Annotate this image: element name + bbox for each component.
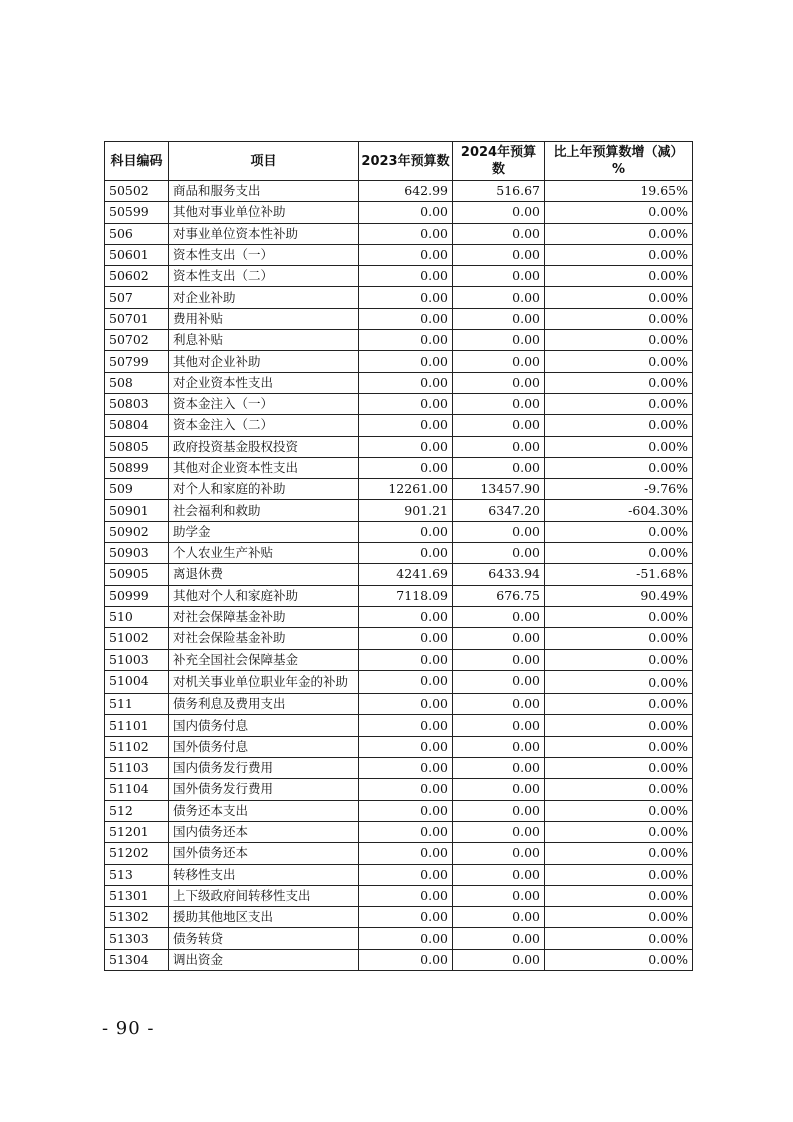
table-row xyxy=(105,223,693,244)
header-name: 项目 xyxy=(169,142,359,181)
change-cell: 0.00% xyxy=(545,758,693,779)
budget-2023-cell: 642.99 xyxy=(359,181,453,202)
budget-2024-cell: 0.00 xyxy=(453,800,545,821)
name-cell: 国内债务发行费用 xyxy=(169,758,359,779)
change-cell: 0.00% xyxy=(545,736,693,757)
name-cell: 政府投资基金股权投资 xyxy=(169,436,359,457)
budget-2023-cell: 0.00 xyxy=(359,758,453,779)
code-cell: 51201 xyxy=(105,821,169,842)
name-cell: 资本金注入（二） xyxy=(169,415,359,436)
table-row xyxy=(105,649,693,670)
header-change: 比上年预算数增（减）% xyxy=(545,142,693,181)
change-cell: 0.00% xyxy=(545,864,693,885)
table-row xyxy=(105,843,693,864)
budget-2023-cell: 0.00 xyxy=(359,649,453,670)
budget-2023-cell: 0.00 xyxy=(359,843,453,864)
code-cell: 50702 xyxy=(105,330,169,351)
table-row xyxy=(105,864,693,885)
budget-2024-cell: 0.00 xyxy=(453,907,545,928)
budget-2024-cell: 0.00 xyxy=(453,521,545,542)
budget-2023-cell: 0.00 xyxy=(359,628,453,649)
budget-2024-cell: 0.00 xyxy=(453,457,545,478)
table-row xyxy=(105,758,693,779)
name-cell: 援助其他地区支出 xyxy=(169,907,359,928)
code-cell: 511 xyxy=(105,694,169,715)
code-cell: 51002 xyxy=(105,628,169,649)
name-cell: 社会福利和救助 xyxy=(169,500,359,521)
code-cell: 507 xyxy=(105,287,169,308)
code-cell: 51301 xyxy=(105,885,169,906)
change-cell: 0.00% xyxy=(545,351,693,372)
budget-2023-cell: 0.00 xyxy=(359,928,453,949)
table-row xyxy=(105,928,693,949)
budget-2024-cell: 0.00 xyxy=(453,351,545,372)
budget-2023-cell: 0.00 xyxy=(359,821,453,842)
code-cell: 50701 xyxy=(105,308,169,329)
budget-2023-cell: 901.21 xyxy=(359,500,453,521)
table-row xyxy=(105,521,693,542)
name-cell: 个人农业生产补贴 xyxy=(169,543,359,564)
code-cell: 510 xyxy=(105,606,169,627)
table-row xyxy=(105,736,693,757)
table-row xyxy=(105,181,693,202)
budget-2023-cell: 0.00 xyxy=(359,287,453,308)
change-cell: 0.00% xyxy=(545,694,693,715)
change-cell: 0.00% xyxy=(545,436,693,457)
budget-2023-cell: 7118.09 xyxy=(359,585,453,606)
budget-2024-cell: 0.00 xyxy=(453,266,545,287)
change-cell: 0.00% xyxy=(545,223,693,244)
code-cell: 51102 xyxy=(105,736,169,757)
budget-2023-cell: 0.00 xyxy=(359,800,453,821)
budget-2024-cell: 0.00 xyxy=(453,649,545,670)
table-row xyxy=(105,330,693,351)
table-row xyxy=(105,779,693,800)
table-row xyxy=(105,585,693,606)
name-cell: 其他对个人和家庭补助 xyxy=(169,585,359,606)
name-cell: 利息补贴 xyxy=(169,330,359,351)
budget-2023-cell: 0.00 xyxy=(359,694,453,715)
name-cell: 对社会保险基金补助 xyxy=(169,628,359,649)
change-cell: 90.49% xyxy=(545,585,693,606)
budget-2023-cell: 0.00 xyxy=(359,949,453,970)
name-cell: 资本金注入（一） xyxy=(169,393,359,414)
table-row xyxy=(105,202,693,223)
budget-2024-cell: 0.00 xyxy=(453,928,545,949)
name-cell: 其他对企业资本性支出 xyxy=(169,457,359,478)
name-cell: 债务还本支出 xyxy=(169,800,359,821)
code-cell: 50902 xyxy=(105,521,169,542)
name-cell: 对事业单位资本性补助 xyxy=(169,223,359,244)
budget-2024-cell: 0.00 xyxy=(453,843,545,864)
budget-2023-cell: 12261.00 xyxy=(359,479,453,500)
change-cell: 0.00% xyxy=(545,649,693,670)
change-cell: 0.00% xyxy=(545,543,693,564)
change-cell: 0.00% xyxy=(545,606,693,627)
header-code: 科目编码 xyxy=(105,142,169,181)
table-row xyxy=(105,885,693,906)
change-cell: -51.68% xyxy=(545,564,693,585)
budget-2024-cell: 0.00 xyxy=(453,436,545,457)
budget-2024-cell: 6433.94 xyxy=(453,564,545,585)
budget-2023-cell: 0.00 xyxy=(359,779,453,800)
change-cell: 0.00% xyxy=(545,843,693,864)
budget-2023-cell: 0.00 xyxy=(359,907,453,928)
change-cell: 0.00% xyxy=(545,949,693,970)
name-cell: 国外债务还本 xyxy=(169,843,359,864)
budget-2024-cell: 0.00 xyxy=(453,736,545,757)
code-cell: 51003 xyxy=(105,649,169,670)
table-row xyxy=(105,670,693,693)
name-cell: 对个人和家庭的补助 xyxy=(169,479,359,500)
budget-2024-cell: 0.00 xyxy=(453,779,545,800)
table-row xyxy=(105,479,693,500)
change-cell: 0.00% xyxy=(545,885,693,906)
table-row xyxy=(105,287,693,308)
change-cell: 19.65% xyxy=(545,181,693,202)
code-cell: 50899 xyxy=(105,457,169,478)
change-cell: 0.00% xyxy=(545,521,693,542)
code-cell: 51202 xyxy=(105,843,169,864)
change-cell: 0.00% xyxy=(545,266,693,287)
name-cell: 国外债务发行费用 xyxy=(169,779,359,800)
code-cell: 513 xyxy=(105,864,169,885)
table-row xyxy=(105,949,693,970)
budget-2023-cell: 0.00 xyxy=(359,715,453,736)
change-cell: 0.00% xyxy=(545,287,693,308)
name-cell: 资本性支出（一） xyxy=(169,244,359,265)
budget-2024-cell: 0.00 xyxy=(453,628,545,649)
table-header-row xyxy=(105,142,693,181)
table-row xyxy=(105,800,693,821)
table-row xyxy=(105,500,693,521)
name-cell: 助学金 xyxy=(169,521,359,542)
table-row xyxy=(105,543,693,564)
change-cell: 0.00% xyxy=(545,907,693,928)
budget-2023-cell: 0.00 xyxy=(359,244,453,265)
budget-2024-cell: 0.00 xyxy=(453,694,545,715)
table-row xyxy=(105,266,693,287)
table-row xyxy=(105,606,693,627)
table-row xyxy=(105,308,693,329)
code-cell: 50602 xyxy=(105,266,169,287)
change-cell: 0.00% xyxy=(545,308,693,329)
budget-2023-cell: 0.00 xyxy=(359,736,453,757)
name-cell: 上下级政府间转移性支出 xyxy=(169,885,359,906)
budget-2023-cell: 0.00 xyxy=(359,436,453,457)
budget-2023-cell: 0.00 xyxy=(359,393,453,414)
change-cell: 0.00% xyxy=(545,202,693,223)
code-cell: 51004 xyxy=(105,670,169,693)
code-cell: 50999 xyxy=(105,585,169,606)
budget-2023-cell: 0.00 xyxy=(359,457,453,478)
change-cell: 0.00% xyxy=(545,800,693,821)
budget-2023-cell: 0.00 xyxy=(359,266,453,287)
name-cell: 对企业资本性支出 xyxy=(169,372,359,393)
header-2023: 2023年预算数 xyxy=(359,142,453,181)
code-cell: 50799 xyxy=(105,351,169,372)
budget-2024-cell: 0.00 xyxy=(453,223,545,244)
change-cell: 0.00% xyxy=(545,393,693,414)
code-cell: 509 xyxy=(105,479,169,500)
name-cell: 对机关事业单位职业年金的补助 xyxy=(169,670,359,693)
code-cell: 50805 xyxy=(105,436,169,457)
table-row xyxy=(105,564,693,585)
change-cell: 0.00% xyxy=(545,779,693,800)
name-cell: 资本性支出（二） xyxy=(169,266,359,287)
budget-2023-cell: 0.00 xyxy=(359,543,453,564)
code-cell: 51304 xyxy=(105,949,169,970)
table-row xyxy=(105,457,693,478)
code-cell: 50599 xyxy=(105,202,169,223)
name-cell: 债务利息及费用支出 xyxy=(169,694,359,715)
name-cell: 国内债务还本 xyxy=(169,821,359,842)
budget-2023-cell: 4241.69 xyxy=(359,564,453,585)
page-number: - 90 - xyxy=(102,1018,155,1039)
table-row xyxy=(105,244,693,265)
change-cell: 0.00% xyxy=(545,415,693,436)
budget-2024-cell: 0.00 xyxy=(453,821,545,842)
code-cell: 50901 xyxy=(105,500,169,521)
budget-2024-cell: 676.75 xyxy=(453,585,545,606)
change-cell: 0.00% xyxy=(545,330,693,351)
budget-2024-cell: 0.00 xyxy=(453,543,545,564)
budget-2023-cell: 0.00 xyxy=(359,372,453,393)
table-body xyxy=(105,181,693,971)
budget-2023-cell: 0.00 xyxy=(359,415,453,436)
change-cell: 0.00% xyxy=(545,244,693,265)
code-cell: 506 xyxy=(105,223,169,244)
name-cell: 补充全国社会保障基金 xyxy=(169,649,359,670)
budget-2024-cell: 0.00 xyxy=(453,202,545,223)
budget-2024-cell: 0.00 xyxy=(453,308,545,329)
name-cell: 对社会保障基金补助 xyxy=(169,606,359,627)
budget-2023-cell: 0.00 xyxy=(359,351,453,372)
table-row xyxy=(105,907,693,928)
code-cell: 512 xyxy=(105,800,169,821)
code-cell: 51302 xyxy=(105,907,169,928)
code-cell: 51303 xyxy=(105,928,169,949)
budget-2023-cell: 0.00 xyxy=(359,223,453,244)
budget-2024-cell: 0.00 xyxy=(453,670,545,693)
change-cell: 0.00% xyxy=(545,715,693,736)
table-row xyxy=(105,715,693,736)
name-cell: 离退休费 xyxy=(169,564,359,585)
table-row xyxy=(105,628,693,649)
budget-2024-cell: 13457.90 xyxy=(453,479,545,500)
name-cell: 费用补贴 xyxy=(169,308,359,329)
budget-2023-cell: 0.00 xyxy=(359,606,453,627)
table-row xyxy=(105,393,693,414)
budget-2024-cell: 0.00 xyxy=(453,864,545,885)
budget-table xyxy=(104,141,693,971)
change-cell: 0.00% xyxy=(545,372,693,393)
name-cell: 对企业补助 xyxy=(169,287,359,308)
budget-2024-cell: 0.00 xyxy=(453,372,545,393)
header-2024: 2024年预算数 xyxy=(453,142,545,181)
budget-2024-cell: 0.00 xyxy=(453,330,545,351)
name-cell: 商品和服务支出 xyxy=(169,181,359,202)
code-cell: 50803 xyxy=(105,393,169,414)
name-cell: 转移性支出 xyxy=(169,864,359,885)
change-cell: 0.00% xyxy=(545,928,693,949)
budget-2023-cell: 0.00 xyxy=(359,308,453,329)
budget-2024-cell: 0.00 xyxy=(453,287,545,308)
change-cell: 0.00% xyxy=(545,457,693,478)
name-cell: 调出资金 xyxy=(169,949,359,970)
code-cell: 51104 xyxy=(105,779,169,800)
table-row xyxy=(105,351,693,372)
budget-2024-cell: 0.00 xyxy=(453,758,545,779)
budget-2023-cell: 0.00 xyxy=(359,670,453,693)
budget-2024-cell: 0.00 xyxy=(453,393,545,414)
budget-2024-cell: 0.00 xyxy=(453,415,545,436)
code-cell: 50502 xyxy=(105,181,169,202)
change-cell: 0.00% xyxy=(545,821,693,842)
name-cell: 债务转贷 xyxy=(169,928,359,949)
budget-2024-cell: 0.00 xyxy=(453,949,545,970)
change-cell: 0.00% xyxy=(545,670,693,693)
table-row xyxy=(105,372,693,393)
name-cell: 其他对事业单位补助 xyxy=(169,202,359,223)
code-cell: 51101 xyxy=(105,715,169,736)
budget-2024-cell: 0.00 xyxy=(453,885,545,906)
code-cell: 50905 xyxy=(105,564,169,585)
table-row xyxy=(105,694,693,715)
code-cell: 508 xyxy=(105,372,169,393)
code-cell: 51103 xyxy=(105,758,169,779)
code-cell: 50804 xyxy=(105,415,169,436)
budget-2023-cell: 0.00 xyxy=(359,521,453,542)
budget-2024-cell: 6347.20 xyxy=(453,500,545,521)
name-cell: 其他对企业补助 xyxy=(169,351,359,372)
budget-2023-cell: 0.00 xyxy=(359,885,453,906)
budget-2024-cell: 0.00 xyxy=(453,244,545,265)
budget-2023-cell: 0.00 xyxy=(359,202,453,223)
table-row xyxy=(105,821,693,842)
code-cell: 50903 xyxy=(105,543,169,564)
budget-2024-cell: 516.67 xyxy=(453,181,545,202)
table-row xyxy=(105,436,693,457)
code-cell: 50601 xyxy=(105,244,169,265)
change-cell: -604.30% xyxy=(545,500,693,521)
change-cell: 0.00% xyxy=(545,628,693,649)
table-row xyxy=(105,415,693,436)
budget-2023-cell: 0.00 xyxy=(359,864,453,885)
name-cell: 国外债务付息 xyxy=(169,736,359,757)
budget-2024-cell: 0.00 xyxy=(453,715,545,736)
budget-2024-cell: 0.00 xyxy=(453,606,545,627)
name-cell: 国内债务付息 xyxy=(169,715,359,736)
change-cell: -9.76% xyxy=(545,479,693,500)
budget-2023-cell: 0.00 xyxy=(359,330,453,351)
